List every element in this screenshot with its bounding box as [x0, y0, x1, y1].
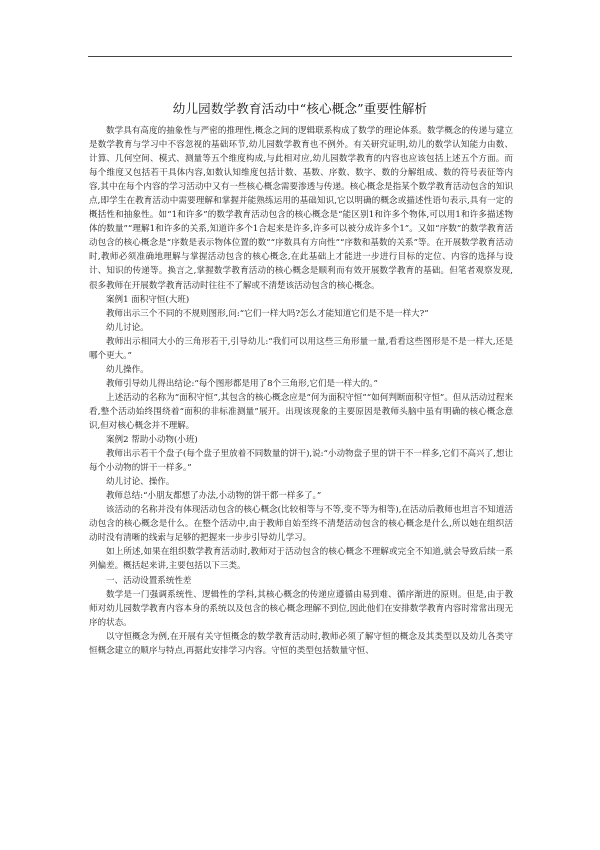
header-rule	[88, 56, 512, 57]
paragraph: 上述活动的名称为“面积守恒”,其包含的核心概念应是“何为面积守恒”“如何判断面积守恒”。但从活动过程来看,整个活动始终围绕着“面积的非标准测量”展开。出现该现象的主要原因是教师头脑中虽有明确的核心概念意识,但对核心概念并不理解。	[89, 392, 513, 431]
paragraph: 幼儿讨论、操作。	[106, 477, 175, 488]
document-body	[89, 124, 513, 658]
paragraph: 以守恒概念为例,在开展有关守恒概念的数学教育活动时,教师必须了解守恒的概念及其类型以及幼儿各类守恒概念建立的顺序与特点,再据此安排学习内容。守恒的类型包括数量守恒、	[89, 631, 513, 656]
paragraph: 一、活动设置系统性差	[106, 575, 192, 586]
document-title: 幼儿园数学教育活动中“核心概念”重要性解析	[172, 101, 428, 116]
paragraph: 数学具有高度的抽象性与严密的推理性,概念之间的逻辑联系构成了数学的理论体系。数学概念的传递与建立是数学教育与学习中不容忽视的基础环节,幼儿园数学教育也不例外。有关研究证明,幼儿的数学认知能力由数、计算、几何空间、模式、测量等五个维度构成,与此相对应,幼儿园数学教育的内容也应该包括上述五个方面。而每个维度又包括若干具体内容,如数认知维度包括计数、基数、序数、数字、数的分解组成、数的符号表征等内容,其中在每个内容的学习活动中又有一些核心概念需要渗透与传递。核心概念是指某个数学教育活动包含的知识点,即学生在教育活动中需要理解和掌握并能熟练运用的基础知识,它以明确的概念或描述性语句表示,具有一定的概括性和抽象性。如“1和许多”的数学教育活动包含的核心概念是“能区别1和许多个物体,可以用1和许多描述物体的数量”“理解1和许多的关系,知道许多个1合起来是许多,许多可以被分成许多个1”。又如“序数”的数学教育活动包含的核心概念是“序数是表示物体位置的数”“序数具有方向性”“序数和基数的关系”等。在开展数学教育活动时,教师必须准确地理解与掌握活动包含的核心概念,在此基础上才能进一步进行目标的定位、内容的选择与设计、知识的传递等。换言之,掌握数学教育活动的核心概念是顺利而有效开展数学教育的基础。但笔者观察发现,很多教师在开展数学教育活动时往往不了解或不清楚该活动包含的核心概念。	[89, 126, 513, 291]
paragraph: 数学是一门强调系统性、逻辑性的学科,其核心概念的传递应遵循由易到难、循序渐进的原则。但是,由于教师对幼儿园数学教育内容本身的系统以及包含的核心概念理解不到位,因此他们在安排数学教育内容时常常出现无序的状态。	[89, 589, 513, 628]
paragraph: 教师出示若干个盘子(每个盘子里放着不同数量的饼干),说:“小动物盘子里的饼干不一样多,它们不高兴了,想让每个小动物的饼干一样多。”	[89, 449, 513, 474]
paragraph: 幼儿操作。	[106, 364, 149, 375]
paragraph: 教师出示三个不同的不规则图形,问:“它们一样大吗?怎么才能知道它们是不是一样大?”	[106, 308, 429, 319]
paragraph: 如上所述,如果在组织数学教育活动时,教师对于活动包含的核心概念不理解或完全不知道,就会导致后续一系列偏差。概括起来讲,主要包括以下三类。	[89, 547, 513, 572]
paragraph: 教师总结:“小朋友都想了办法,小动物的饼干都一样多了。”	[106, 491, 322, 502]
paragraph: 教师出示相同大小的三角形若干,引导幼儿:“我们可以用这些三角形量一量,看看这些图形是不是一样大,还是哪个更大。”	[89, 336, 513, 361]
paragraph: 教师引导幼儿得出结论:“每个图形都是用了8个三角形,它们是一样大的。”	[106, 378, 378, 389]
paragraph: 该活动的名称并没有体现活动包含的核心概念(比较相等与不等,变不等为相等),在活动后教师也坦言不知道活动包含的核心概念是什么。在整个活动中,由于教师自始至终不清楚活动包含的核心概念是什么,所以她在组织活动时没有清晰的线索与足够的把握来一步步引导幼儿学习。	[89, 505, 513, 544]
paragraph: 案例1 面积守恒(大班)	[106, 294, 190, 305]
paragraph: 案例2 帮助小动物(小班)	[106, 435, 198, 446]
paragraph: 幼儿讨论。	[106, 322, 149, 333]
